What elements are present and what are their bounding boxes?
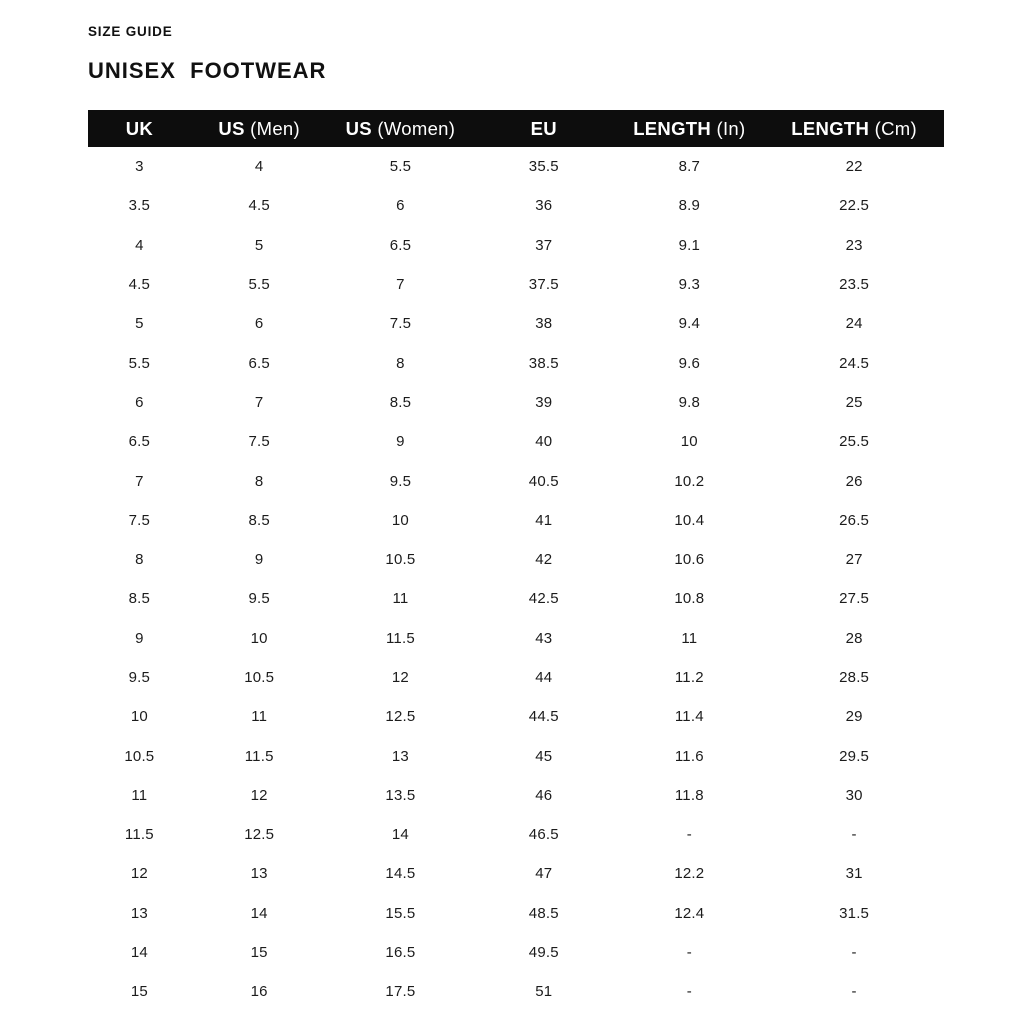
table-cell: 10.8 — [674, 590, 705, 608]
table-cell: 9.5 — [128, 669, 151, 686]
table-row — [88, 147, 944, 186]
table-cell: 15 — [250, 944, 268, 962]
table-cell: 5 — [254, 236, 264, 254]
table-cell: 15.5 — [385, 904, 416, 922]
table-cell: 12 — [250, 786, 268, 804]
table-cell: 13 — [250, 865, 268, 883]
table-cell: 3 — [135, 158, 144, 176]
header-row — [88, 110, 944, 147]
table-cell: 14 — [130, 944, 148, 962]
table-row — [88, 304, 944, 343]
table-cell: 4 — [254, 158, 264, 176]
table-cell: 48.5 — [528, 904, 559, 922]
table-cell: 11.2 — [674, 669, 704, 686]
table-cell: 44 — [535, 669, 553, 686]
table-row — [88, 579, 944, 618]
table-row — [88, 894, 944, 933]
table-cell: 9 — [396, 433, 405, 451]
table-cell: 12 — [130, 865, 148, 883]
table-cell: 40.5 — [528, 472, 559, 490]
table-cell: 5.5 — [389, 158, 412, 176]
table-cell: 29.5 — [839, 747, 870, 765]
table-row — [88, 972, 944, 1011]
table-cell: 30 — [845, 786, 863, 804]
table-cell: 42 — [535, 551, 553, 569]
table-cell: 5.5 — [248, 276, 270, 294]
table-cell: 13 — [130, 904, 148, 922]
column-header-qualifier: (Men) — [250, 117, 300, 139]
table-row — [88, 383, 944, 422]
table-cell: 9.5 — [389, 472, 412, 490]
table-cell: 8.5 — [128, 590, 151, 608]
column-header-bold: LENGTH — [791, 117, 870, 139]
table-cell: 10.5 — [385, 551, 416, 569]
table-cell: 36 — [535, 197, 553, 215]
table-row — [88, 265, 944, 304]
table-cell: 9.1 — [678, 236, 701, 254]
table-cell: 16 — [250, 983, 268, 1001]
table-cell: 12.5 — [385, 708, 416, 726]
table-cell: 3.5 — [128, 197, 151, 215]
table-cell: 9 — [135, 629, 144, 647]
table-cell: 10 — [130, 708, 148, 726]
table-cell: 11 — [392, 590, 409, 608]
table-cell: 11 — [251, 708, 268, 726]
table-cell: 25.5 — [839, 433, 870, 451]
table-cell: 14 — [250, 904, 268, 922]
table-cell: 11.5 — [385, 629, 415, 647]
table-cell: - — [686, 944, 692, 962]
table-cell: 10 — [250, 629, 268, 647]
table-cell: 37.5 — [528, 276, 559, 294]
table-cell: 11 — [681, 629, 698, 647]
table-cell: 6 — [135, 393, 144, 411]
page-title: UNISEX FOOTWEAR — [88, 58, 327, 83]
column-header-qualifier: (Cm) — [874, 117, 917, 139]
table-cell: 8.9 — [678, 197, 701, 215]
column-header — [191, 110, 328, 147]
table-cell: 42.5 — [528, 590, 559, 608]
table-cell: 22.5 — [839, 197, 870, 215]
table-cell: 25 — [845, 393, 863, 411]
table-cell: 11.6 — [674, 747, 704, 765]
table-cell: 14.5 — [385, 865, 416, 883]
column-header-bold: EU — [530, 117, 557, 139]
table-cell: 11.5 — [124, 826, 154, 844]
table-cell: 28.5 — [839, 669, 870, 686]
table-row — [88, 854, 944, 893]
table-cell: 29 — [845, 708, 863, 726]
size-table-header — [88, 110, 944, 147]
table-cell: 38 — [535, 315, 553, 333]
table-cell: 14 — [391, 826, 409, 844]
table-cell: 10.5 — [244, 669, 275, 686]
table-cell: 24 — [845, 315, 863, 333]
column-header-bold: US — [345, 117, 372, 139]
table-cell: 23 — [845, 236, 863, 254]
table-cell: - — [851, 944, 857, 962]
table-cell: 11.5 — [244, 747, 274, 765]
table-cell: 22 — [845, 158, 863, 176]
table-cell: 26.5 — [839, 511, 870, 529]
table-cell: 11 — [131, 786, 148, 804]
table-cell: 26 — [845, 472, 863, 490]
table-cell: 7 — [135, 472, 144, 490]
table-cell: 9.6 — [678, 354, 701, 372]
table-cell: 8 — [135, 551, 144, 569]
table-cell: 4.5 — [128, 276, 151, 294]
column-header — [88, 110, 191, 147]
table-cell: 6.5 — [389, 236, 412, 254]
table-row — [88, 933, 944, 972]
table-cell: 35.5 — [528, 158, 559, 176]
table-cell: 44.5 — [528, 708, 559, 726]
table-row — [88, 736, 944, 775]
table-row — [88, 226, 944, 265]
column-header — [473, 110, 614, 147]
table-cell: 8.5 — [389, 393, 412, 411]
table-cell: 5.5 — [128, 354, 151, 372]
table-cell: 9.5 — [248, 590, 270, 608]
table-cell: - — [686, 826, 692, 844]
table-cell: 41 — [535, 511, 553, 529]
table-cell: 5 — [135, 315, 144, 333]
table-cell: 10.2 — [674, 472, 705, 490]
table-cell: 12.5 — [244, 826, 275, 844]
table-cell: 11.8 — [674, 786, 704, 804]
table-cell: 17.5 — [385, 983, 416, 1001]
table-cell: 6.5 — [248, 354, 270, 372]
table-cell: 7.5 — [128, 511, 151, 529]
table-cell: 9.8 — [678, 393, 701, 411]
table-cell: 15 — [130, 983, 148, 1001]
table-cell: 46 — [535, 786, 553, 804]
table-cell: 31.5 — [839, 904, 870, 922]
table-cell: - — [851, 826, 857, 844]
column-header-bold: US — [218, 117, 245, 139]
table-cell: 13.5 — [385, 786, 416, 804]
table-cell: 9.3 — [678, 276, 701, 294]
table-cell: 9.4 — [678, 315, 701, 333]
table-cell: - — [851, 983, 857, 1001]
table-cell: 39 — [535, 393, 553, 411]
table-cell: 11.4 — [674, 708, 704, 726]
table-cell: 10 — [391, 511, 409, 529]
table-cell: - — [686, 983, 692, 1001]
table-cell: 8 — [396, 354, 405, 372]
size-table-body — [88, 147, 944, 1012]
table-row — [88, 343, 944, 382]
table-cell: 49.5 — [528, 944, 559, 962]
table-cell: 7 — [254, 393, 264, 411]
table-row — [88, 540, 944, 579]
table-cell: 8.7 — [678, 158, 701, 176]
table-cell: 10.4 — [674, 511, 705, 529]
column-header-bold: UK — [125, 117, 154, 139]
table-cell: 7.5 — [389, 315, 412, 333]
table-cell: 45 — [535, 747, 553, 765]
table-cell: 4 — [135, 236, 144, 254]
table-cell: 23.5 — [839, 276, 870, 294]
column-header-qualifier: (In) — [716, 117, 746, 139]
table-row — [88, 619, 944, 658]
table-cell: 10 — [680, 433, 698, 451]
table-cell: 8.5 — [248, 511, 270, 529]
table-cell: 12.2 — [674, 865, 705, 883]
table-row — [88, 461, 944, 500]
table-cell: 24.5 — [839, 354, 870, 372]
table-cell: 38.5 — [528, 354, 559, 372]
table-row — [88, 776, 944, 815]
table-cell: 31 — [845, 865, 863, 883]
table-cell: 27.5 — [839, 590, 870, 608]
table-cell: 12 — [391, 669, 409, 686]
table-cell: 10.6 — [674, 551, 705, 569]
table-cell: 12.4 — [674, 904, 705, 922]
table-row — [88, 422, 944, 461]
table-row — [88, 815, 944, 854]
table-cell: 47 — [535, 865, 553, 883]
table-cell: 28 — [845, 629, 863, 647]
table-cell: 6 — [396, 197, 405, 215]
table-cell: 27 — [845, 551, 863, 569]
column-header — [764, 110, 944, 147]
table-cell: 40 — [535, 433, 553, 451]
column-header — [614, 110, 764, 147]
table-cell: 8 — [254, 472, 264, 490]
table-row — [88, 697, 944, 736]
table-row — [88, 658, 944, 697]
table-row — [88, 186, 944, 225]
column-header-qualifier: (Women) — [377, 117, 456, 139]
size-guide-label: SIZE GUIDE — [88, 24, 173, 39]
table-cell: 37 — [535, 236, 553, 254]
table-cell: 13 — [391, 747, 409, 765]
table-cell: 6.5 — [128, 433, 151, 451]
size-table — [88, 110, 944, 1012]
table-row — [88, 501, 944, 540]
table-cell: 9 — [254, 551, 264, 569]
table-cell: 16.5 — [385, 944, 416, 962]
table-cell: 46.5 — [528, 826, 559, 844]
table-cell: 7 — [396, 276, 405, 294]
table-cell: 51 — [535, 983, 553, 1001]
table-cell: 43 — [535, 629, 553, 647]
table-cell: 6 — [254, 315, 264, 333]
table-cell: 10.5 — [124, 747, 155, 765]
table-cell: 7.5 — [248, 433, 270, 451]
table-cell: 4.5 — [248, 197, 270, 215]
column-header — [328, 110, 474, 147]
column-header-bold: LENGTH — [633, 117, 712, 139]
